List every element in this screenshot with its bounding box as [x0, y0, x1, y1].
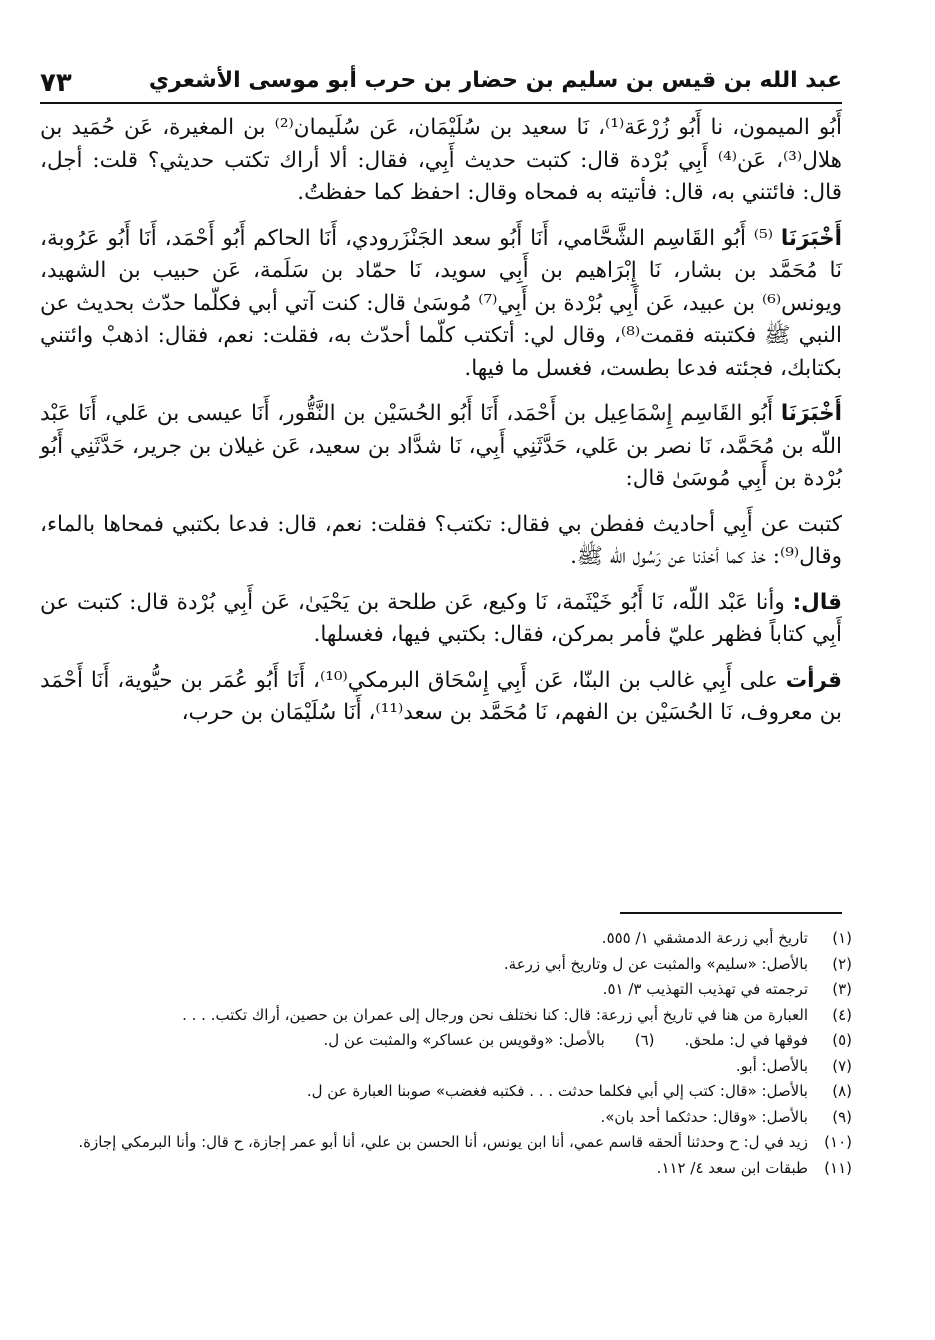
- footnote-number: (٥): [832, 1031, 852, 1049]
- footnote-text: زيد في ل: ح وحدثنا ألحقه قاسم عمي، أنا ابن يونس، أنا الحسن بن علي، أنا أبو عمر إجازة، ح قال: وأنا البرمكي إجازة.: [78, 1133, 808, 1151]
- footnote-text: بالأصل: «سليم» والمثبت عن ل وتاريخ أبي زرعة.: [503, 954, 808, 973]
- paragraph: [40, 223, 842, 386]
- footnote-text: بالأصل: أبو.: [735, 1056, 808, 1075]
- footnotes: [40, 926, 852, 1181]
- footnote-number: (١٠): [824, 1133, 852, 1151]
- paragraph: [40, 398, 842, 496]
- footnote-number: (٧): [832, 1056, 852, 1075]
- footnote: [40, 1130, 852, 1156]
- page-number: ٧٣: [40, 68, 72, 98]
- footnote-text: بالأصل: «قال: كتب إلي أبي فكلما حدثت . . . فكتبه فغضب» صوبنا العبارة عن ل.: [306, 1082, 808, 1100]
- footnote-text: بالأصل: «وقويس بن عساكر» والمثبت عن ل.: [323, 1031, 605, 1049]
- footnote: [40, 1054, 852, 1080]
- paragraph-lead: قرأت: [785, 667, 842, 693]
- footnote-number: (٣): [832, 980, 852, 998]
- paragraph: [40, 112, 842, 210]
- footnote-number: (٦): [634, 1031, 655, 1049]
- paragraph: [40, 587, 842, 652]
- footnote-number: (٢): [832, 954, 852, 973]
- paragraph-text: ⁽⁵⁾ أَبُو القَاسِم الشَّحَّامي، أَنَا أَبُو سعد الجَنْزَرودي، أَنَا الحاكم أَبُو أَحْمَد، أَنَا أَبُو عَرُوبة، نَا مُحَمَّد بن بشار، نَا إِبْرَاهيم بن أَبِي سويد، نَا حمّاد بن سَلَمة، عَن حبيب بن الشهيد، ويونس⁽⁶⁾ بن عبيد، عَن أَبِي بُرْدة بن أَبِي⁽⁷⁾ مُوسَىٰ قال: كنت آتي أبي فكلّما حدّث بحديث عن النبي ﷺ فكتبته فقمت⁽⁸⁾، وقال لي: أتكتب كلّما أحدّث به، فقلت: نعم، فقال: اذهبْ وائتني بكتابك، فجئته فدعا بطست، فغسل ما فيها.: [40, 225, 843, 381]
- footnote-text: العبارة من هنا في تاريخ أبي زرعة: قال: كنا نختلف نحن ورجال إلى عمران بن حصين، أراك تكتب. . . .: [182, 1005, 808, 1024]
- footnote: [40, 977, 852, 1003]
- paragraph-text: على أَبِي غالب بن البنّا، عَن أَبِي إِسْحَاق البرمكي⁽¹⁰⁾، أَنَا أَبُو عُمَر بن حيُّوية، أَنَا أَحْمَد بن معروف، نَا الحُسَيْن بن الفهم، نَا مُحَمَّد بن سعد⁽¹¹⁾، أَنَا سُلَيْمَان بن حرب،: [40, 667, 842, 725]
- footnote: [40, 1079, 852, 1105]
- paragraph-text: كتبت عن أَبِي أحاديث ففطن بي فقال: تكتب؟ فقلت: نعم، قال: فدعا بكتبي فمحاها بالماء، وقال⁽⁹⁾: خذ كما أخذنا عن رَسُول الله ﷺ.: [40, 511, 842, 569]
- footnote: [40, 1105, 852, 1131]
- footnote: [40, 926, 852, 952]
- running-title: عبد الله بن قيس بن سليم بن حضار بن حرب أبو موسى الأشعري: [148, 68, 842, 93]
- footnote: [40, 1156, 852, 1182]
- footnote-text: تاريخ أبي زرعة الدمشقي ١/ ٥٥٥.: [601, 929, 808, 947]
- footnote-number: (١): [832, 929, 852, 947]
- paragraph-text: أَبُو الميمون، نا أَبُو زُرْعَة⁽¹⁾، نَا سعيد بن سُلَيْمَان، عَن سُلَيمان⁽²⁾ بن المغيرة، عَن حُمَيد بن هلال⁽³⁾، عَن⁽⁴⁾ أَبِي بُرْدة قال: كتبت حديث أَبِي، فقال: ألا أراك تكتب حديثي؟ قلت: أجل، قال: فائتني به، قال: فأتيته به فمحاه وقال: احفظ كما حفظتُ.: [40, 115, 842, 205]
- footnote-pair-texts: [40, 1028, 808, 1054]
- paragraph-lead: أَخْبَرَنَا: [780, 401, 842, 426]
- page-header: [40, 58, 842, 104]
- paragraph: [40, 665, 842, 730]
- paragraph: [40, 509, 842, 574]
- footnote-text: ترجمته في تهذيب التهذيب ٣/ ٥١.: [602, 980, 808, 998]
- footnote-number: (١١): [824, 1158, 852, 1177]
- footnote-text: طبقات ابن سعد ٤/ ١١٢.: [656, 1158, 808, 1177]
- paragraph-lead: قال:: [792, 589, 842, 615]
- footnote-text: فوقها في ل: ملحق.: [684, 1031, 808, 1049]
- footnote-number: (٩): [832, 1107, 852, 1126]
- footnote-divider: [620, 912, 842, 914]
- footnote-text: بالأصل: «وقال: حدثكما أحد بان».: [600, 1107, 808, 1126]
- paragraph-text: وأنا عَبْد اللّه، نَا أَبُو خَيْثَمة، نَا وكيع، عَن طلحة بن يَحْيَىٰ، عَن أَبِي بُرْدة قال: كتبت عن أَبِي كتاباً فظهر عليّ فأمر بمركن، فقال: بكتبي فيها، فغسلها.: [40, 589, 842, 647]
- paragraph-lead: أَخْبَرَنَا: [780, 225, 842, 251]
- footnote: [40, 1003, 852, 1029]
- footnote: [40, 952, 852, 978]
- footnote-number: (٤): [832, 1005, 852, 1024]
- main-text: [40, 112, 842, 743]
- footnote-pair: [40, 1028, 852, 1054]
- paragraph-text: أَبُو القَاسِم إِسْمَاعِيل بن أَحْمَد، أَنَا أَبُو الحُسَيْن بن النَّقُّور، أَنَا عيسى بن عَلي، أَنَا عَبْد اللّه بن مُحَمَّد، نَا نصر بن عَلي، حَدَّثَنِي أَبِي، نَا شدَّاد بن سعيد، عَن غيلان بن جرير، حَدَّثَنِي أَبُو بُرْدة بن أَبِي مُوسَىٰ قال:: [40, 401, 842, 491]
- footnote-number: (٨): [832, 1082, 852, 1100]
